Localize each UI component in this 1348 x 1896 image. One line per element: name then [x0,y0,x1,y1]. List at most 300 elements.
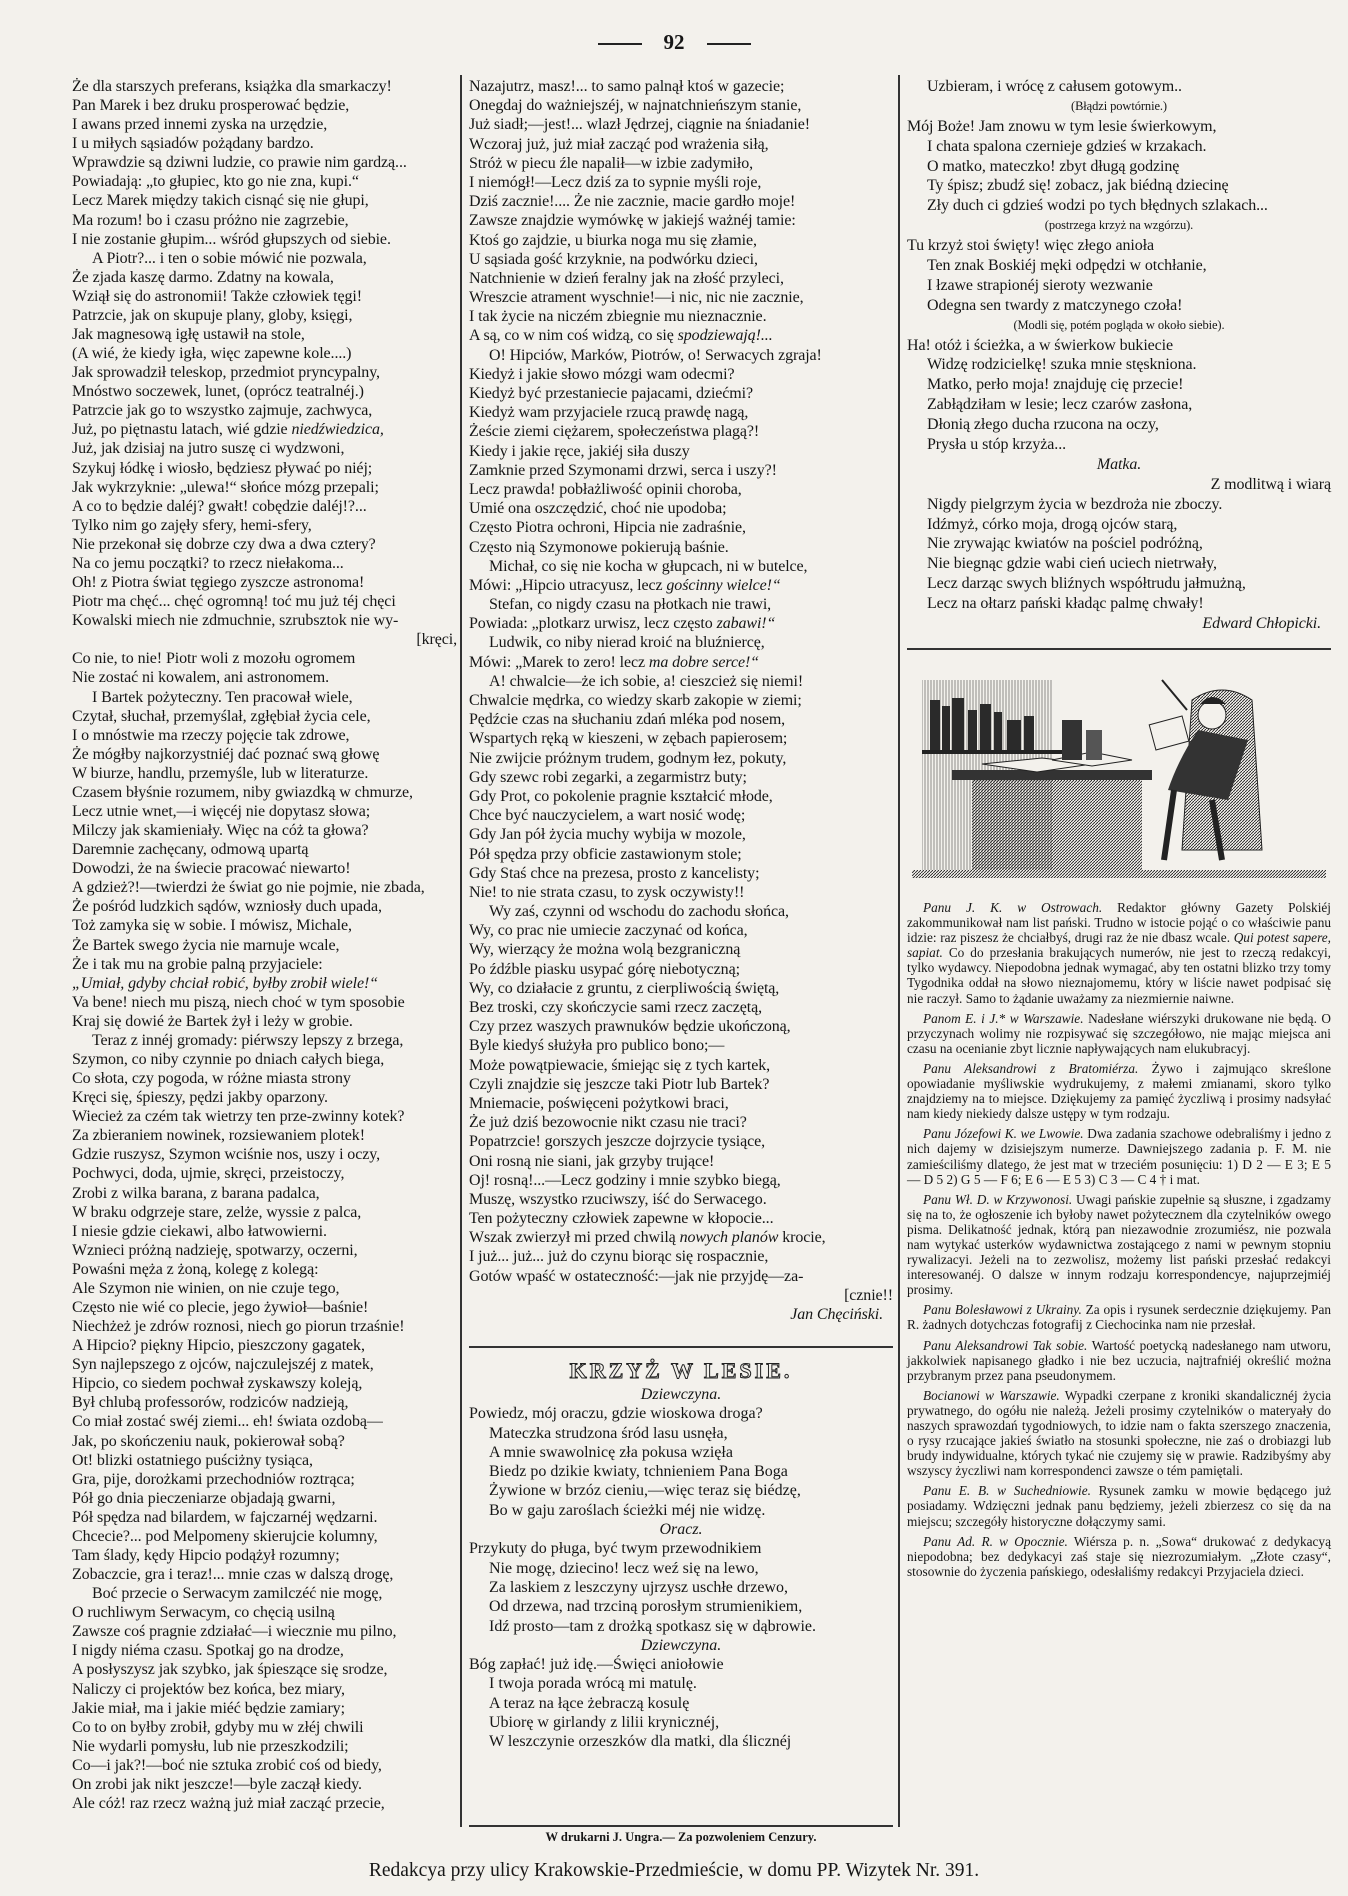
divider [598,43,642,45]
verse-line: Ktoś go zajdzie, u biurka noga mu się złamie, [469,231,757,249]
text-segment: O matko, mateczko! zbyt długą godzinę [927,157,1180,175]
text-segment: [cznie!! [844,1286,893,1304]
verse-line [72,688,457,707]
text-segment: niedźwiedzica, [291,421,384,439]
text-segment: Wiérsza p. n. „Sowa“ drukować z dedykacyą niepodobna; bez dedykacyi zaś staje się niezrozumiałym. „Złote czasy“, stosownie do życzenia pańskiego, odesłaliśmy redakcyi Przyjaciela dzieci. [907,1533,1331,1579]
verse-line [907,435,1331,455]
verse-line [907,534,1331,554]
verse-line [907,157,1331,177]
verse-line [469,1578,893,1597]
verse-line [469,576,893,595]
verse-line: Powaśni męża z żoną, kolegę z kolegą: [72,1260,319,1278]
notice-item [907,900,1331,1006]
verse-line: Czasem błyśnie rozumem, niby gwiazdką w chmurze, [72,783,413,801]
text-segment: Rysunek zamku w mowie będącego już posiadamy. Wdzięczni jednak panu będziemy, jeżeli zbierzesz co się da na miejscu; szczegóły historyczne dołączymy sami. [907,1483,1332,1529]
verse-line: Lecz utnie wnet,—i więcéj nie dopytasz słowa; [72,802,371,820]
section-divider [469,1346,893,1348]
text-segment: Odegna sen twardy z matczynego czoła! [927,296,1183,314]
verse-line: Jak magnesową igłę ustawił na stole, [72,326,305,344]
verse-line: Milczy jak skamieniały. Więc na cóż ta głowa? [72,822,369,840]
notice-item [907,1388,1331,1479]
verse-line: I tak życie na niczém zbiegnie mu nieznacznie. [469,308,767,326]
verse-line [907,375,1331,395]
verse-line: I nie zostanie głupim... wśród głupszych od siebie. [72,230,391,248]
text-segment: Ubiorę w girlandy z lilii krynicznéj, [489,1714,720,1732]
verse-line [469,1617,893,1636]
verse-line [907,475,1331,495]
text-segment: Zabłądziłam w lesie; lecz czarów zasłona, [927,396,1193,414]
text-segment: Bo w gaju zaroślach ścieżki méj nie widzę. [489,1501,766,1519]
verse-line [907,196,1331,216]
text-segment: zabawi!“ [716,615,776,633]
verse-line [469,326,893,345]
verse-line: I nigdy niéma czasu. Spotkaj go na drodze, [72,1642,344,1660]
text-segment: Dwa zadania szachowe odebraliśmy i jedno z nich dajemy w dzisiejszym numerze. Dawniejszego zadania p. F. M. nie zamieściliśmy dlatego, że jest mat w trzeciém posunięciu: 1) D 2 — E 3; E 5 — D 5 2) G 5 — F 6; E 6 — E 5 3) C 3 — C 4 † i mat. [907,1126,1331,1187]
verse-line: Zamknie przed Szymonami drzwi, serca i uszy?! [469,461,777,479]
verse-line [469,902,893,921]
text-segment: Nie mogę, dziecino! lecz weź się na lewo, [489,1559,759,1577]
verse-line: Pół spędza nad bilardem, w fajczarnéj wędzarni. [72,1508,378,1526]
verse-line: Tylko nim go zajęły sfery, hemi-sfery, [72,516,312,534]
verse-line: Czytał, słuchał, przemyślał, zgłębiał życia cele, [72,707,371,725]
verse-line [469,595,893,614]
verse-line: Co miał zostać swéj ziemi... eh! świata ozdobą— [72,1413,383,1431]
text-segment: Teraz z innéj gromady: piérwszy lepszy z brzega, [92,1031,404,1049]
verse-line: Żeście ziemi ciężarem, społeczeństwa plagą?! [469,423,760,441]
verse-line [907,395,1331,415]
verse-line: Często Piotra ochroni, Hipcia nie zadraśnie, [469,519,746,537]
verse-line [469,1674,893,1693]
verse-line: Że zjada kaszę darmo. Zdatny na kowala, [72,268,334,286]
verse-line [469,1713,893,1732]
verse-line: Kręci się, śpieszy, pędzi jakby oparzony. [72,1089,328,1107]
verse-line: Czy przez waszych prawnuków będzie ukończoną, [469,1018,791,1036]
notice-addressee: Panu E. B. w Suchedniowie. [923,1483,1091,1499]
text-segment: Dłonią złego ducha rzucona na oczy, [927,416,1159,434]
verse-line: U sąsiada gość krzyknie, na podwórku dzieci, [469,250,758,268]
divider [707,43,751,45]
text-segment: Boć przecie o Serwacym zamilczéć nie mogę, [92,1585,383,1603]
verse-line: Umié ona oszczędzić, choć nie upodoba; [469,500,727,518]
text-segment: Dziewczyna. [640,1386,722,1403]
verse-line: Wy, wierzący że można wolą bezgraniczną [469,941,741,959]
verse-line: Hipcio, co siedem pochwał zyskawszy koleją, [72,1375,363,1393]
verse-line: Popatrzcie! gorszych jeszcze dojrzycie tysiące, [469,1133,766,1151]
verse-line [469,1424,893,1443]
text-segment: Żywione w brzóz cieniu,—więc teraz się biédzę, [489,1482,801,1500]
notice-item [907,1011,1331,1056]
verse-line: Zawsze znajdzie wymówkę w jakiejś ważnéj tamie: [469,212,796,230]
notice-item [907,1061,1331,1121]
verse-line [907,256,1331,276]
verse-line: Szykuj łódkę i wiosło, będziesz pływać po niéj; [72,459,373,477]
verse-line: Że i tak mu na grobie palną przyjaciele: [72,955,323,973]
verse-line: Co to on byłby zrobił, gdyby mu w złéj chwili [72,1718,364,1736]
left-column-poem [72,77,457,1813]
speaker-heading [469,1520,893,1539]
verse-line [907,594,1331,614]
verse-line: Zobaczcie, gra i teraz!... mnie czas w dalszą drogę, [72,1566,394,1584]
verse-line [907,77,1331,97]
verse-line: O ruchliwym Serwacym, co chęcią usilną [72,1604,335,1622]
notice-addressee: Panu Wł. D. w Krzywonosi. [923,1191,1073,1207]
verse-line: Już, jak dzisiaj na jutro suszę ci wydzwoni, [72,440,345,458]
text-segment: Prysła u stóp krzyża... [927,436,1067,454]
verse-line: Jak sprowadził teleskop, przedmiot pryncypalny, [72,364,380,382]
section-divider [907,648,1331,650]
poem-krzyz-w-lesie [469,1385,893,1752]
text-segment: Dziewczyna. [640,1636,722,1654]
text-segment: [kręci, [416,631,457,649]
verse-line: A co to będzie daléj? gwałt! cobędzie daléj!?... [72,497,367,515]
text-segment: Nie biegnąc gdzie wabi cień uciech nietrwały, [927,555,1217,573]
verse-line: Niechżeż je zdrów roznosi, niech go piorun trzaśnie! [72,1318,405,1336]
verse-line [469,1228,893,1247]
verse-line [469,1443,893,1462]
verse-line: Stróż w piecu źle napalił—w izbie zadymiło, [469,154,754,172]
text-segment: Wszak zwierzył mi przed chwilą [469,1229,680,1247]
verse-line [907,276,1331,296]
verse-line [469,653,893,672]
verse-line: Czyli znajdzie się jeszcze taki Piotr lub Bartek? [469,1075,770,1093]
text-segment: Stefan, co nigdy czasu na płotkach nie trawi, [489,596,772,614]
text-segment: O! Hipciów, Marków, Piotrów, o! Serwacych zgraja! [489,346,822,364]
verse-line [469,1694,893,1713]
verse-line [469,1462,893,1481]
editorial-address: Redakcya przy ulicy Krakowskie-Przedmieście, w domu PP. Wizytek Nr. 391. [368,1860,980,1881]
verse-line [72,420,457,439]
text-segment: Nadesłane wiérszyki drukowane nie będą. O przyczynach wolimy nie rozpisywać się szczegółowo, nie mając miejsca ani czasu na ocenianie zbyt licznie napływających nam elukubracyj. [907,1010,1331,1056]
verse-line: Co nie, to nie! Piotr woli z mozołu ogromem [72,650,356,668]
verse-line: Nie! to nie strata czasu, to zysk oczywisty!! [469,883,745,901]
notice-addressee: Panu Ad. R. w Opocznie. [923,1533,1068,1549]
verse-line [72,249,457,268]
text-segment: „Umiał, gdyby chciał robić, byłby zrobił wiele!“ [72,974,378,992]
text-segment: Uzbieram, i wrócę z całusem gotowym.. [927,78,1182,95]
notice-addressee: Panu Aleksandrowi Tak sobie. [923,1337,1088,1353]
verse-line: Szymon, co niby czynnie po dniach całych biega, [72,1050,385,1068]
text-segment: krocie, [778,1229,826,1247]
verse-line: Wczoraj już, już miał zacząć pod wrażenia siłą, [469,135,769,153]
speaker-heading [907,455,1331,475]
verse-line: Kowalski miech nie zdmuchnie, szrubsztok nie wy- [72,612,399,630]
verse-line: Wznieci próżną nadzieję, spotwarzy, oczerni, [72,1241,358,1259]
text-segment: Biedz po dzikie kwiaty, tchnieniem Pana Boga [489,1463,788,1481]
printer-imprint: W drukarni J. Ungra.— Za pozwoleniem Cenzury. [545,1830,817,1844]
verse-line [72,1031,457,1050]
text-segment: Wy zaś, czynni od wschodu do zachodu słońca, [489,903,789,921]
verse-line: Ale Szymon nie winien, on nie czuje tego, [72,1279,340,1297]
verse-line: Onegdaj do ważniejszéj, w najnatchnieńszym stanie, [469,97,802,115]
verse-line: Chwalcie mędrka, co wiedzy skarb zakopie w ziemi; [469,692,802,709]
verse-line: Że mógłby najkorzystniéj dać poznać swą głowę [72,745,380,763]
verse-line [469,1732,893,1751]
text-segment: Michał, co się nie kocha w głupcach, ni w butelce, [489,557,808,575]
verse-line: Mój Boże! Jam znowu w tym lesie świerkowym, [907,117,1217,135]
verse-line: I o mnóstwie ma rzeczy pojęcie tak zdrowe, [72,726,350,744]
text-segment: Już, po piętnastu latach, wié gdzie [72,421,292,439]
text-segment: Ten znak Boskiéj męki odpędzi w otchłanie, [927,257,1207,275]
verse-line [907,415,1331,435]
text-segment: ma dobre serce!“ [648,653,759,671]
verse-line [469,1481,893,1500]
poem-title: KRZYŻ W LESIE. [569,1358,793,1383]
text-segment: (Modli się, potém pogląda w około siebie). [1013,317,1225,332]
text-segment: Matka. [1096,455,1142,473]
text-segment: Żywo i zajmująco skreślone opowiadanie myśliwskie wydrukujemy, z małemi zmianami, skoro tylko znajdziemy na to miejsce. Dziękujemy za pamięć życzliwą i prosimy nadsyłać nam kiedy niekiedy dalsze ustępy w tym rodzaju. [907,1060,1332,1122]
verse-line: Mnóstwo soczewek, lunet, (oprócz teatralnéj.) [72,383,364,401]
verse-line: Że pośród ludzkich sądów, wzniosły duch upada, [72,898,382,916]
verse-line [469,614,893,633]
text-segment: Co do przesłania brakujących numerów, nie jest to rzeczą redakcyi, tylko wydawcy. Niepodobna jednak wymagać, aby ten ostatni blizko trzy tomy Tygodnika oddał na słowo nieznajomemu, który w liście nawet podpisać się nie raczył. Samo to żądanie uważamy za niezmiernie naiwne. [907,945,1331,1006]
text-segment: A są, co w nim coś widzą, co się [469,327,678,345]
page-number [0,30,1348,55]
verse-line: Jak, po skończeniu nauk, pokierował sobą? [72,1432,345,1450]
verse-line [72,974,457,993]
verse-line: Już siadł;—jest!... wlazł Jędrzej, ciągnie na śniadanie! [469,116,810,134]
column-rule [460,75,462,1827]
notice-addressee: Panu Józefowi K. we Lwowie. [923,1126,1084,1142]
text-segment: nowych planów [679,1229,779,1247]
middle-column-poem [469,77,893,1324]
notice-addressee: Panu J. K. w Ostrowach. [923,900,1103,915]
verse-line: Kiedyż wam przyjaciele rzucą prawdę nagą, [469,404,749,422]
verse-line: I niesie gdzie ciekawi, albo łatwowierni. [72,1222,327,1240]
verse-line: A Hipcio? piękny Hipcio, pieszczony gagatek, [72,1337,365,1355]
verse-line: Lecz Marek między takich cisnąć się nie głupi, [72,192,369,210]
text-segment: Za opis i rysunek serdecznie dziękujemy. Pan R. żadnych dotychczas fotografij z Ciechocinka nam nie przesłał. [907,1302,1332,1333]
verse-line: Kiedyż i jakie słowo mózgi wam odecmi? [469,365,735,383]
verse-line: Patrzcie, jak on skupuje plany, globy, księgi, [72,306,353,324]
text-segment: (Błądzi powtórnie.) [1071,98,1167,113]
notice-item [907,1192,1331,1298]
author-signature [469,1305,893,1324]
verse-line: Jakie miał, ma i jakie miéć będzie zamiary; [72,1699,345,1717]
verse-line: Że dla starszych preferans, książka dla smarkaczy! [72,78,392,95]
text-segment: Idź prosto—tam z drożką spotkasz się w dąbrowie. [489,1617,817,1635]
verse-line [907,554,1331,574]
notice-item [907,1534,1331,1579]
text-segment: I Bartek pożyteczny. Ten pracował wiele, [92,688,353,706]
verse-line: Gra, pije, dorożkami przechodniów roztrąca; [72,1470,355,1488]
verse-line [72,1584,457,1603]
notice-item [907,1302,1331,1332]
text-segment: Widzę rodzicielkę! szuka mnie stęskniona. [927,356,1197,374]
stage-direction [907,216,1331,236]
verse-line: Ot! blizki ostatniego puściżny tysiąca, [72,1451,313,1469]
text-segment: W leszczynie orzeszków dla matki, dla ślicznéj [489,1733,792,1751]
verse-line: Pół go dnia pieczeniarze objadają gwarni, [72,1489,336,1507]
verse-line: Co słota, czy pogoda, w różne miasta strony [72,1070,351,1088]
text-segment: A mnie swawolnicę zła pokusa wzięła [489,1443,733,1461]
verse-line: Syn najlepszego z ojców, najczulejszéj z matek, [72,1356,374,1374]
verse-line: A gdzież?!—twierdzi że świat go nie pojmie, nie zbada, [72,879,425,897]
verse-line: I niemógł!—Lecz dziś za to sypnie myśli roje, [469,173,762,191]
verse-line: Wziął się do astronomii! Także człowiek tęgi! [72,287,362,305]
notice-addressee: Panom E. i J.* w Warszawie. [923,1010,1084,1026]
text-segment: A teraz na łące żebraczą kosulę [489,1694,690,1712]
verse-line: Ma rozum! bo i czasu próżno nie zagrzebie, [72,211,349,229]
verse-line: Gotów wpaść w ostateczność:—jak nie przyjdę—za- [469,1267,804,1285]
verse-line [469,1597,893,1616]
verse-line: Dziś zacznie!.... Że nie zacznie, macie gardło moje! [469,193,796,211]
verse-line: Nie wydarli pomysłu, lub nie przeszkodzili; [72,1737,349,1755]
verse-line: Naliczy ci projektów bez końca, bez miary, [72,1680,345,1698]
verse-line: Gdzie ruszysz, Szymon wciśnie nos, uszy i oczy, [72,1146,380,1164]
verse-line: Był chlubą professorów, rodziców nadzieją, [72,1394,349,1412]
text-segment: Ludwik, co niby nierad kroić na bluźniercę, [489,634,765,652]
verse-line: Muszę, wszystko rzuciwszy, iść do Serwacego. [469,1190,767,1208]
text-segment: Zły duch ci gdzieś wodzi po tych błędnych szlakach... [927,197,1268,215]
verse-line: I awans przed innemi zyska na urzędzie, [72,116,328,134]
text-segment: Jan Chęciński. [790,1306,883,1323]
verse-line: Daremnie zachęcany, odmową upartą [72,841,309,859]
verse-line: Wiecież za czém tak wietrzy ten prze-zwinny kotek? [72,1108,405,1126]
verse-line: Nie przekonał się dobrze czy dwa a dwa cztery? [72,535,376,553]
verse-line: W biurze, handlu, przemyśle, lub w literaturze. [72,764,369,782]
text-segment: I łzawe strapionéj sieroty wezwanie [927,276,1153,294]
text-segment: (postrzega krzyż na wzgórzu). [1044,218,1194,233]
correspondence-notices [907,900,1331,1584]
verse-line: Patrzcie jak go to wszystko zajmuje, zachwyca, [72,402,373,420]
verse-line: Ale cóż! raz rzecz ważną już miał zacząć przecie, [72,1795,385,1813]
verse-line: I u miłych sąsiadów pożądany bardzo. [72,135,314,153]
verse-line: Co—i jak?!—boć nie sztuka zrobić coś od biedy, [72,1756,382,1774]
verse-line [469,633,893,652]
verse-line: Bez troski, czy skończycie sami rzecz zaczętą, [469,999,763,1016]
verse-line: Gdy Jan pół życia muchy wybija w mozole, [469,826,746,844]
verse-line: Lecz prawda! pobłażliwość opinii choroba, [469,480,742,498]
verse-line [907,355,1331,375]
verse-line [72,630,457,649]
verse-line: Ha! otóż i ścieżka, a w świerkow bukiecie [907,336,1174,354]
text-segment: spodziewają!... [677,327,773,345]
page-number-text: 92 [663,30,685,54]
text-segment: Ty śpisz; zbudź się! zobacz, jak biédną dziecinę [927,177,1229,195]
verse-line: Po źdźble piasku usypać górę niebotyczną; [469,960,740,978]
verse-line: Chce być nauczycielem, a wart nosić wodę; [469,807,746,825]
verse-line: Powiadają: „to głupiec, kto go nie zna, kupi.“ [72,173,359,191]
verse-line: Zrobi z wilka barana, z barana padalca, [72,1184,320,1202]
verse-line [907,495,1331,515]
verse-line: Oh! z Piotra świat tęgiego zyszcze astronoma! [72,574,365,592]
verse-line: Pan Marek i bez druku prosperować będzie, [72,97,350,115]
verse-line: Oj! rosną!...—Lecz godziny i mnie szybko biegą, [469,1171,781,1189]
verse-line: Nie zostać ni kowalem, ani astronomem. [72,669,330,687]
verse-line: On zrobi jak nikt jeszcze!—byle zaczął kiedy. [72,1775,362,1793]
text-segment: Oracz. [659,1521,703,1539]
verse-line: (A wié, że kiedy igła, więc zapewne kole....) [72,345,352,363]
text-segment: gościnny wielce!“ [666,576,781,594]
text-segment: A Piotr?... i ten o sobie mówić nie pozwala, [92,249,367,267]
text-segment: Edward Chłopicki. [1202,615,1321,633]
verse-line: Wprawdzie są dziwni ludzie, co prawie nim gardzą... [72,154,407,172]
verse-line [469,1286,893,1305]
text-segment: Mateczka strudzona śród lasu usnęła, [489,1424,728,1442]
verse-line: Byle kiedyś służyła pro publico bono;— [469,1037,725,1055]
verse-line: Mniemacie, poświęceni pożytkowi braci, [469,1094,729,1112]
verse-line: Gdy Staś chce na prezesa, prosto z kancelisty; [469,864,760,882]
verse-line: Piotr ma chęć... chęć ogromną! toć mu już téj chęci [72,593,396,611]
stage-direction [907,97,1331,117]
notice-item [907,1483,1331,1528]
speaker-heading [469,1636,893,1655]
verse-line: Natchnienie w dzień feralny jak na złość przyleci, [469,269,784,287]
verse-line [907,574,1331,594]
verse-line: Va bene! niech mu piszą, niech choć w tym sposobie [72,993,405,1011]
verse-line: Wy, co prac nie umiecie zaczynać od końca, [469,922,748,940]
text-segment: I chata spalona czernieje gdzieś w krzakach. [927,137,1207,155]
verse-line: Oni rosną nie siani, jak grzyby trujące! [469,1152,715,1170]
notice-item [907,1126,1331,1186]
notice-addressee: Panu Aleksandrowi z Bratomiérza. [923,1060,1139,1076]
text-segment: Mówi: „Hipcio utracyusz, lecz [469,576,667,594]
verse-line: Zawsze coś pragnie zdziałać—i wiecznie mu pilno, [72,1623,397,1641]
text-segment: Nie zrywając kwiatów na pościel podróżną, [927,535,1203,553]
verse-line [469,1501,893,1520]
verse-line: Powiedz, mój oraczu, gdzie wioskowa droga? [469,1405,763,1423]
engraving-illustration-reader-at-desk [912,660,1326,888]
verse-line: Często nie wié co plecie, jego żywioł—baśnie! [72,1299,369,1316]
speaker-heading [469,1385,893,1404]
verse-line: Tam ślady, kędy Hipcio podążył rozumny; [72,1547,340,1565]
verse-line: Chcecie?... pod Melpomeny skierujcie kolumny, [72,1527,378,1545]
text-segment: Qui potest sapere, sapiat. [907,930,1331,961]
verse-line: Nazajutrz, masz!... to samo palnął ktoś w gazecie; [469,78,785,95]
text-segment: I twoja porada wrócą mi matulę. [489,1675,697,1693]
verse-line: W braku odgrzeje stare, zelże, wyssie z palca, [72,1203,362,1221]
text-segment: Wypadki czerpane z kroniki skandalicznéj życia prywatnego, do ogółu nie należą. Jeżeli prosimy czytelników o materyały do naszych sprawozdań tygodniowych, to idzie nam o fakta szerszego znaczenia, o rysy rzucające jakieś światło na stosunki społeczne, nie zaś o drobiazgi lub brudy indywidualne, których tykać nie czujemy się w prawie. Radzibyśmy aby wszyscy życzliwi nam korrespondenci zawsze o tém pamiętali. [907,1387,1331,1479]
verse-line: I już... już... już do czynu biorąc się rospacznie, [469,1248,769,1266]
text-segment: Redaktor główny Gazety Polskiéj zakommunikował nam list pański. Trudno w istocie pojąć o co właściwie panu idzie: raz piszesz że chciałbyś, drugi raz że nie dbasz wcale. [907,900,1331,946]
verse-line: Jak wykrzyknie: „ulewa!“ słońce mózg przepali; [72,478,379,496]
column-rule [898,75,900,1827]
verse-line: Może powątpiewacie, śmiejąc się z tych kartek, [469,1056,771,1074]
verse-line: Toż zamyka się w sobie. I mówisz, Michale, [72,917,352,935]
text-segment: Powiada: „plotkarz urwisz, lecz często [469,615,717,633]
verse-line: Tu krzyż stoi święty! więc złego anioła [907,237,1155,255]
verse-line [469,1559,893,1578]
verse-line: Wreszcie atrament wyschnie!—i nic, nic nie zacznie, [469,289,804,307]
text-segment: Uwagi pańskie zupełnie są słuszne, i zgadzamy się na to, że ogłoszenie ich byłoby nawet pożytecznem dla czytelników owego pisma. Delikatność jednak, którą pan niezawodnie zrozumiész, nie pozwala nam wytykać usterków wydawnictwa zostającego z nami w pewnym stopniu rywalizacyi. Jeżeli na to zezwolisz, możemy list pański przesłać redakcyi interesowanéj. O dalsze w innym rodzaju korrespondencye, najuprzejmiéj prosimy. [907,1191,1332,1298]
verse-line: Pędźcie czas na słuchaniu zdań mléka pod nosem, [469,711,786,729]
verse-line: Za zbieraniem nowinek, rozsiewaniem plotek! [72,1127,365,1145]
text-segment: Za laskiem z leszczyny ujrzysz uschłe drzewo, [489,1578,788,1596]
notice-addressee: Panu Bolesławowi z Ukrainy. [923,1302,1082,1318]
text-segment: Mówi: „Marek to zero! lecz [469,653,649,671]
verse-line [469,557,893,576]
text-segment: Od drzewa, nad trzciną porosłym strumienikiem, [489,1598,803,1616]
stage-direction [907,316,1331,336]
author-signature [907,614,1331,634]
verse-line: Dowodzi, że na świecie pracować niewarto! [72,860,351,878]
text-segment: Matko, perło moja! znajduję cię przecie! [927,376,1184,394]
verse-line: Często nią Szymonowe pokierują baśnie. [469,538,729,556]
verse-line [907,137,1331,157]
verse-line: Kraj się dowié że Bartek żył i leży w grobie. [72,1012,353,1030]
text-segment: Z modlitwą i wiarą [1210,475,1331,493]
verse-line: Pół spędza przy obficie zastawionym stole; [469,845,742,863]
verse-line: Bóg zapłać! już idę.—Święci aniołowie [469,1656,724,1674]
verse-line: Gdy Prot, co pokolenie pragnie kształcić młode, [469,787,773,805]
text-segment: Lecz darząc swych bliźnych współtrudu jałmużną, [927,575,1246,593]
notice-addressee: Bocianowi w Warszawie. [923,1387,1060,1403]
verse-line: Że Bartek swego życia nie marnuje wcale, [72,936,340,954]
text-segment: Lecz na ołtarz pański kładąc palmę chwały! [927,595,1204,613]
right-column-poem [907,77,1331,634]
verse-line: Przykuty do pługa, być twym przewodnikiem [469,1540,762,1558]
verse-line: A posłyszysz jak szybko, jak śpieszące się srodze, [72,1661,388,1679]
